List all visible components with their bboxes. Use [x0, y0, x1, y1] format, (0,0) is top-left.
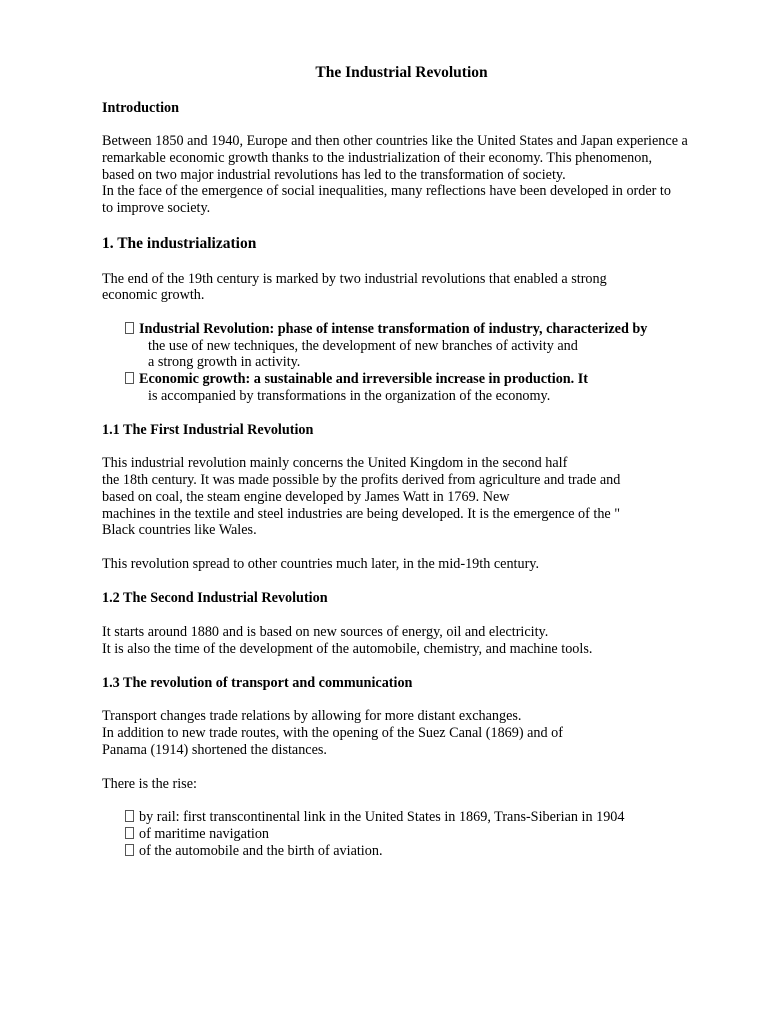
section-1-1-line: Black countries like Wales.	[102, 522, 257, 538]
list-item	[125, 809, 624, 826]
list-item	[125, 826, 269, 843]
intro-line: In the face of the emergence of social inequalities, many reflections have been developed in order to	[102, 183, 671, 199]
intro-heading: Introduction	[102, 100, 179, 116]
intro-line: based on two major industrial revolutions has led to the transformation of society.	[102, 167, 566, 183]
intro-line: to improve society.	[102, 200, 211, 216]
bullet-text: Economic growth: a sustainable and irreversible increase in production. It	[139, 371, 589, 387]
section-1-1-line: machines in the textile and steel industries are being developed. It is the emergence of the "	[102, 506, 621, 522]
bullet-box-icon	[125, 322, 134, 334]
bullet-box-icon	[125, 827, 134, 839]
section-1-3-line: Transport changes trade relations by allowing for more distant exchanges.	[102, 708, 522, 724]
list-item-text: of the automobile and the birth of aviation.	[139, 843, 383, 859]
bullet-continuation: a strong growth in activity.	[148, 354, 301, 370]
document-title: The Industrial Revolution	[315, 64, 488, 81]
bullet-industrial-revolution	[125, 321, 647, 338]
bullet-text: Industrial Revolution: phase of intense transformation of industry, characterized by	[139, 321, 648, 337]
section-1-1-line: based on coal, the steam engine developed by James Watt in 1769. New	[102, 489, 510, 505]
section-1-1-line: the 18th century. It was made possible by the profits derived from agriculture and trade and	[102, 472, 621, 488]
section-1-1-line: This industrial revolution mainly concerns the United Kingdom in the second half	[102, 455, 568, 471]
bullet-box-icon	[125, 844, 134, 856]
section-1-2-line: It is also the time of the development of the automobile, chemistry, and machine tools.	[102, 641, 593, 657]
section-1-3-heading: 1.3 The revolution of transport and communication	[102, 675, 413, 691]
section-1-3-line: Panama (1914) shortened the distances.	[102, 742, 327, 758]
bullet-economic-growth	[125, 371, 588, 388]
bullet-box-icon	[125, 372, 134, 384]
section-1-line: The end of the 19th century is marked by two industrial revolutions that enabled a strong	[102, 271, 607, 287]
section-1-1-paragraph: This revolution spread to other countries much later, in the mid-19th century.	[102, 556, 540, 572]
list-item	[125, 843, 383, 860]
bullet-continuation: the use of new techniques, the development of new branches of activity and	[148, 338, 578, 354]
bullet-box-icon	[125, 810, 134, 822]
section-1-heading: 1. The industrialization	[102, 235, 257, 252]
section-1-3-line: In addition to new trade routes, with the opening of the Suez Canal (1869) and of	[102, 725, 563, 741]
intro-line: Between 1850 and 1940, Europe and then other countries like the United States and Japan experience a	[102, 133, 688, 149]
list-item-text: by rail: first transcontinental link in the United States in 1869, Trans-Siberian in 1904	[139, 809, 625, 825]
section-1-line: economic growth.	[102, 287, 205, 303]
section-1-2-line: It starts around 1880 and is based on new sources of energy, oil and electricity.	[102, 624, 549, 640]
section-1-2-heading: 1.2 The Second Industrial Revolution	[102, 590, 328, 606]
bullet-continuation: is accompanied by transformations in the organization of the economy.	[148, 388, 551, 404]
section-1-3-rise: There is the rise:	[102, 776, 197, 792]
section-1-1-heading: 1.1 The First Industrial Revolution	[102, 422, 314, 438]
intro-line: remarkable economic growth thanks to the industrialization of their economy. This phenomenon,	[102, 150, 653, 166]
list-item-text: of maritime navigation	[139, 826, 270, 842]
